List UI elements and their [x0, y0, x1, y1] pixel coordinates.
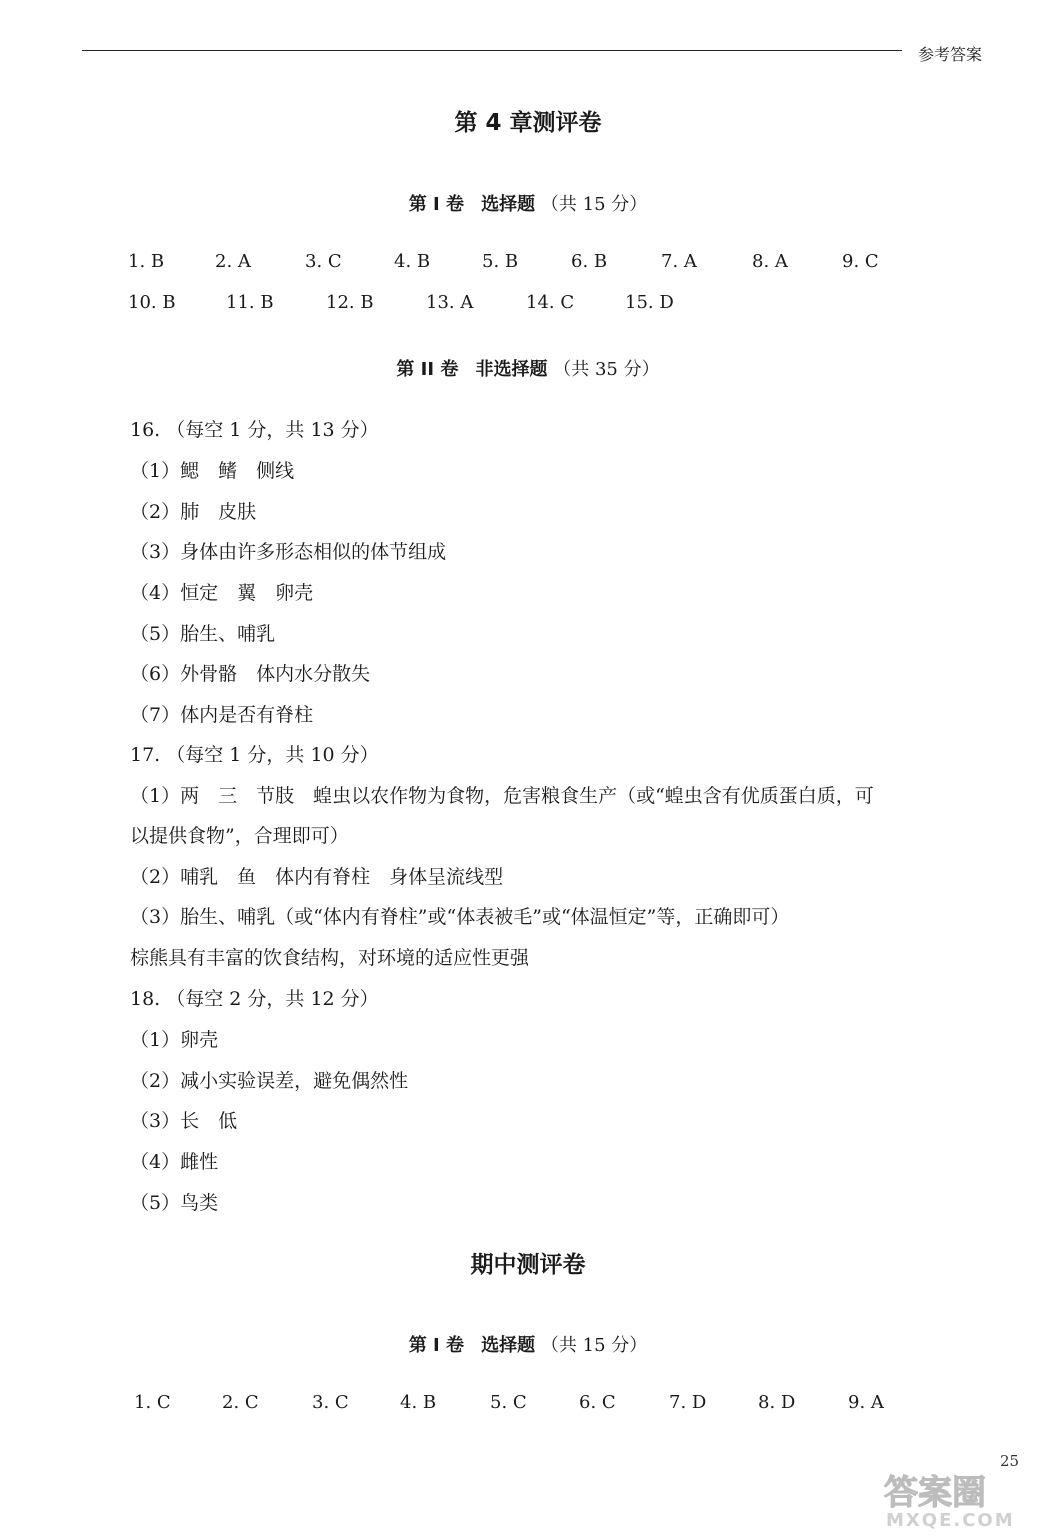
answer-line: （6）外骨骼 体内水分散失 — [130, 663, 371, 685]
answer-line: （1）两 三 节肢 蝗虫以农作物为食物，危害粮食生产（或“蝗虫含有优质蛋白质，可 — [130, 785, 874, 807]
answer-item: 9. C — [842, 251, 879, 272]
answer-line: （2）肺 皮肤 — [130, 501, 257, 523]
section-score: （共 35 分） — [553, 359, 660, 380]
answer-item: 1. C — [134, 1392, 171, 1413]
answer-line: 棕熊具有丰富的饮食结构，对环境的适应性更强 — [130, 947, 530, 969]
answer-line: （4）雌性 — [130, 1151, 219, 1173]
answer-item: 2. A — [215, 251, 251, 272]
answer-line: （3）长 低 — [130, 1110, 238, 1132]
answer-item: 13. A — [426, 292, 474, 313]
answer-item: 5. B — [482, 251, 519, 272]
answer-item: 2. C — [222, 1392, 259, 1413]
answer-item: 1. B — [128, 251, 165, 272]
header-label: 参考答案 — [918, 45, 983, 64]
answer-item: 6. B — [571, 251, 608, 272]
section-label: 第 II 卷 — [396, 359, 459, 380]
answer-item: 3. C — [312, 1392, 349, 1413]
answer-line: （2）哺乳 鱼 体内有脊柱 身体呈流线型 — [130, 866, 504, 888]
answer-line: （2）减小实验误差，避免偶然性 — [130, 1070, 409, 1092]
ch4-section1-heading — [0, 190, 1056, 216]
answer-item: 5. C — [490, 1392, 527, 1413]
header-rule — [82, 50, 902, 51]
watermark-subtext: MXQE.COM — [886, 1510, 1015, 1530]
answer-line: （3）胎生、哺乳（或“体内有脊柱”或“体表被毛”或“体温恒定”等，正确即可） — [130, 906, 790, 928]
answer-item: 7. D — [669, 1392, 707, 1413]
section-name: 选择题 — [481, 1335, 536, 1356]
answer-line: 18. （每空 2 分，共 12 分） — [130, 988, 379, 1010]
answer-line: 17. （每空 1 分，共 10 分） — [130, 744, 379, 766]
answer-item: 10. B — [128, 292, 176, 313]
midterm-section1-heading — [0, 1331, 1056, 1357]
answer-line: （4）恒定 翼 卵壳 — [130, 582, 314, 604]
answer-line: （1）卵壳 — [130, 1029, 219, 1051]
answer-item: 7. A — [661, 251, 697, 272]
answer-item: 14. C — [526, 292, 575, 313]
answer-item: 11. B — [226, 292, 274, 313]
answer-item: 8. A — [752, 251, 788, 272]
answer-item: 6. C — [579, 1392, 616, 1413]
answer-line: 16. （每空 1 分，共 13 分） — [130, 419, 379, 441]
answer-item: 12. B — [326, 292, 374, 313]
answer-item: 3. C — [305, 251, 342, 272]
page-number: 25 — [1000, 1452, 1020, 1470]
answer-item: 4. B — [394, 251, 431, 272]
answer-line: （7）体内是否有脊柱 — [130, 704, 314, 726]
section-label: 第 I 卷 — [408, 1335, 464, 1356]
answer-line: （3）身体由许多形态相似的体节组成 — [130, 541, 447, 563]
section-label: 第 I 卷 — [408, 194, 464, 215]
section-score: （共 15 分） — [540, 194, 648, 215]
answer-line: （1）鳃 鳍 侧线 — [130, 460, 295, 482]
midterm-title: 期中测评卷 — [470, 1252, 586, 1278]
answer-line: （5）胎生、哺乳 — [130, 623, 276, 645]
chapter4-title: 第 4 章测评卷 — [454, 110, 602, 136]
answer-item: 8. D — [758, 1392, 796, 1413]
section-name: 非选择题 — [475, 359, 548, 380]
answer-line: （5）鸟类 — [130, 1192, 219, 1214]
ch4-section2-heading — [0, 355, 1056, 381]
answer-line: 以提供食物”，合理即可） — [130, 825, 349, 847]
section-name: 选择题 — [481, 194, 536, 215]
section-score: （共 15 分） — [540, 1335, 648, 1356]
watermark-text: 答案圈 — [884, 1473, 986, 1513]
answer-item: 9. A — [848, 1392, 884, 1413]
answer-item: 4. B — [400, 1392, 437, 1413]
answer-item: 15. D — [625, 292, 674, 313]
watermark-logo — [880, 1468, 1045, 1530]
